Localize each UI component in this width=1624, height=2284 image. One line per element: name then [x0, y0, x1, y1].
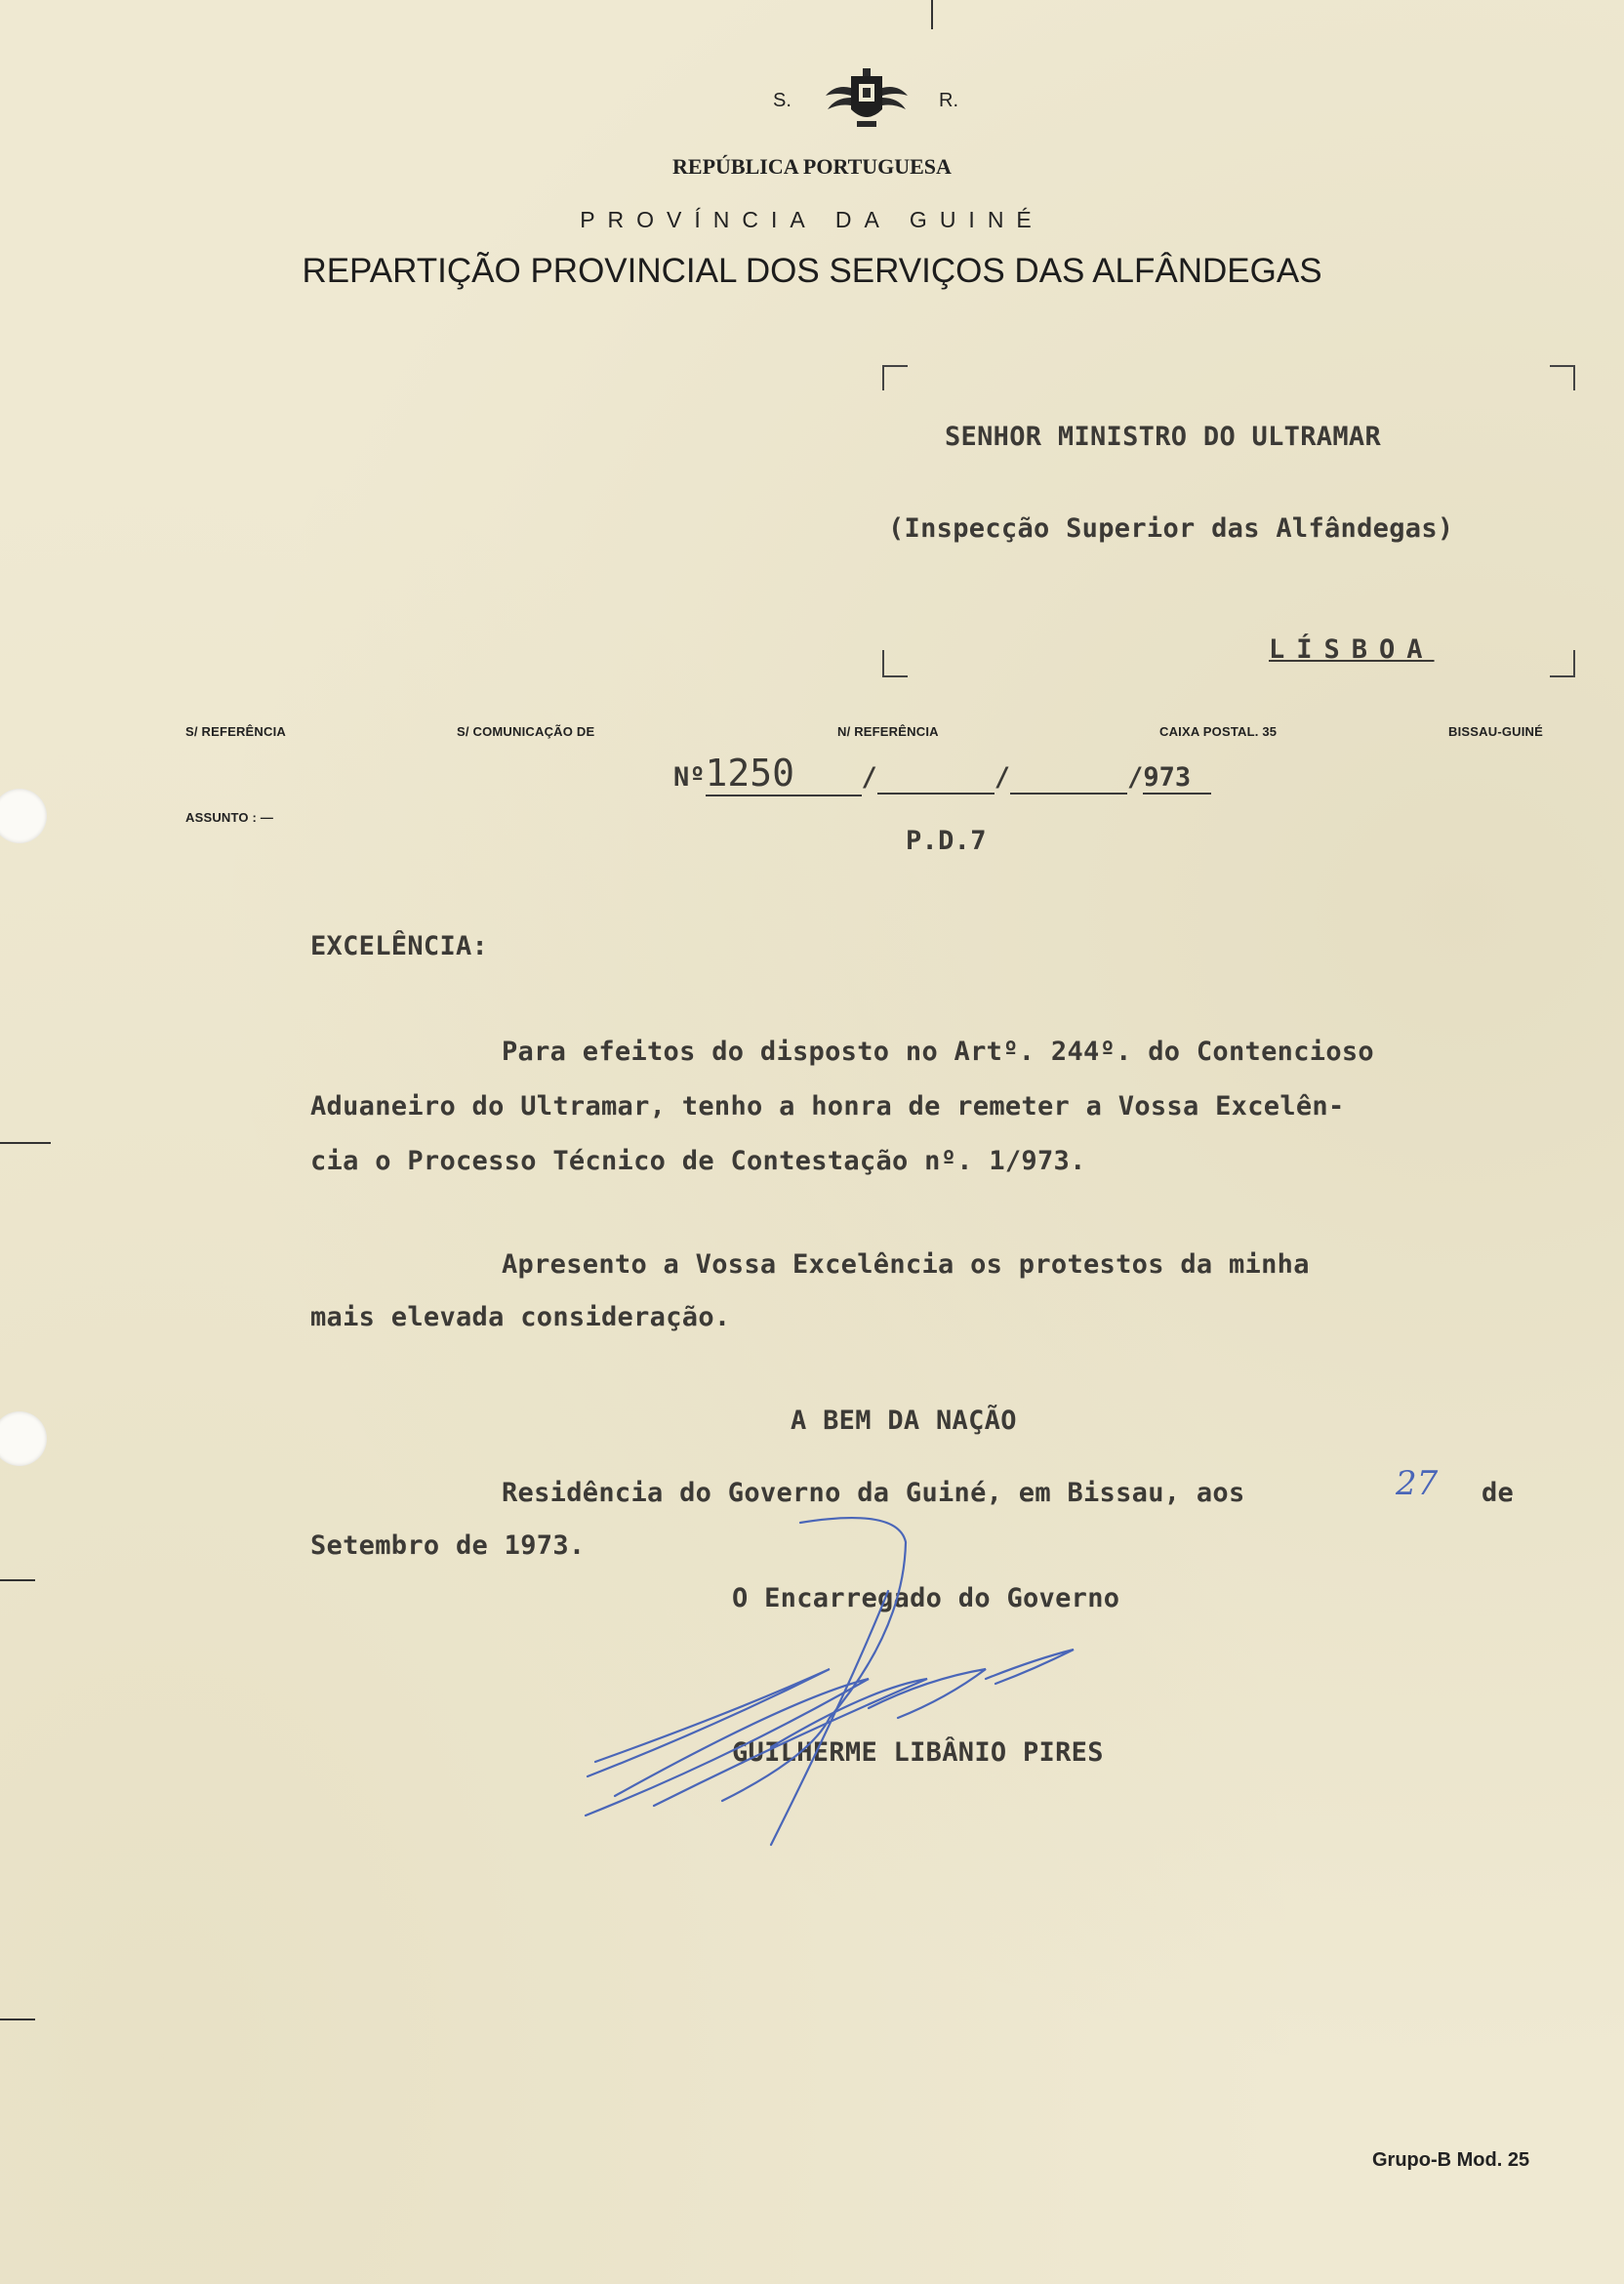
- punch-hole-top: [0, 789, 47, 843]
- signatory-name: GUILHERME LIBÂNIO PIRES: [732, 1737, 1104, 1768]
- recipient-line-1: SENHOR MINISTRO DO ULTRAMAR: [945, 422, 1381, 452]
- letterhead-r: R.: [939, 90, 958, 111]
- reference-number: 1250: [706, 752, 862, 796]
- margin-mark: [0, 1579, 35, 1581]
- handwritten-day: 27: [1396, 1464, 1439, 1503]
- separator: /: [1127, 762, 1144, 793]
- paragraph-1-line-2: Aduaneiro do Ultramar, tenho a honra de remeter a Vossa Excelên-: [310, 1091, 1345, 1122]
- closing-de: de: [1482, 1478, 1515, 1508]
- punch-hole-bottom: [0, 1411, 47, 1466]
- reference-number-line: [673, 752, 1211, 796]
- label-caixa-postal: CAIXA POSTAL. 35: [1159, 724, 1278, 739]
- address-bracket-bl: [882, 650, 908, 677]
- number-prefix: Nº: [673, 762, 706, 793]
- salutation: EXCELÊNCIA:: [310, 931, 489, 961]
- paragraph-2-line-2: mais elevada consideração.: [310, 1302, 731, 1332]
- label-s-comunicacao: S/ COMUNICAÇÃO DE: [457, 724, 595, 739]
- separator: /: [861, 762, 877, 793]
- address-bracket-br: [1550, 650, 1575, 677]
- label-place: BISSAU-GUINÉ: [1448, 724, 1544, 739]
- motto: A BEM DA NAÇÃO: [791, 1406, 1017, 1436]
- recipient-city: LÍSBOA: [1269, 634, 1435, 665]
- province-title: PROVÍNCIA DA GUINÉ: [580, 207, 1044, 232]
- coat-of-arms-icon: [822, 66, 912, 135]
- separator: /: [994, 762, 1011, 793]
- margin-mark: [0, 2019, 35, 2020]
- label-assunto: ASSUNTO : —: [185, 810, 274, 825]
- office-title: REPARTIÇÃO PROVINCIAL DOS SERVIÇOS DAS ALFÂNDEGAS: [302, 252, 1322, 290]
- label-s-referencia: S/ REFERÊNCIA: [185, 724, 287, 739]
- republic-title: REPÚBLICA PORTUGUESA: [672, 154, 952, 179]
- pd-code: P.D.7: [906, 826, 987, 856]
- handwritten-signature: [576, 1513, 1318, 1864]
- recipient-line-2: (Inspecção Superior das Alfândegas): [888, 513, 1454, 544]
- paragraph-1-line-1: Para efeitos do disposto no Artº. 244º. do Contencioso: [502, 1037, 1374, 1067]
- closing-line-1: Residência do Governo da Guiné, em Bissau, aos: [502, 1478, 1245, 1508]
- reference-year: 973: [1143, 762, 1211, 795]
- fold-mark: [931, 0, 933, 29]
- signatory-role: O Encarregado do Governo: [732, 1583, 1120, 1613]
- paragraph-1-line-3: cia o Processo Técnico de Contestação nº. 1/973.: [310, 1146, 1086, 1176]
- closing-line-2: Setembro de 1973.: [310, 1530, 586, 1561]
- address-bracket-tr: [1550, 365, 1575, 390]
- label-n-referencia: N/ REFERÊNCIA: [837, 724, 939, 739]
- form-code: Grupo-B Mod. 25: [1372, 2149, 1530, 2171]
- letterhead-s: S.: [773, 90, 792, 111]
- margin-mark: [0, 1142, 51, 1144]
- blank-field: [877, 762, 995, 795]
- paragraph-2-line-1: Apresento a Vossa Excelência os protestos da minha: [502, 1249, 1310, 1280]
- address-bracket-tl: [882, 365, 908, 390]
- blank-field: [1010, 762, 1127, 795]
